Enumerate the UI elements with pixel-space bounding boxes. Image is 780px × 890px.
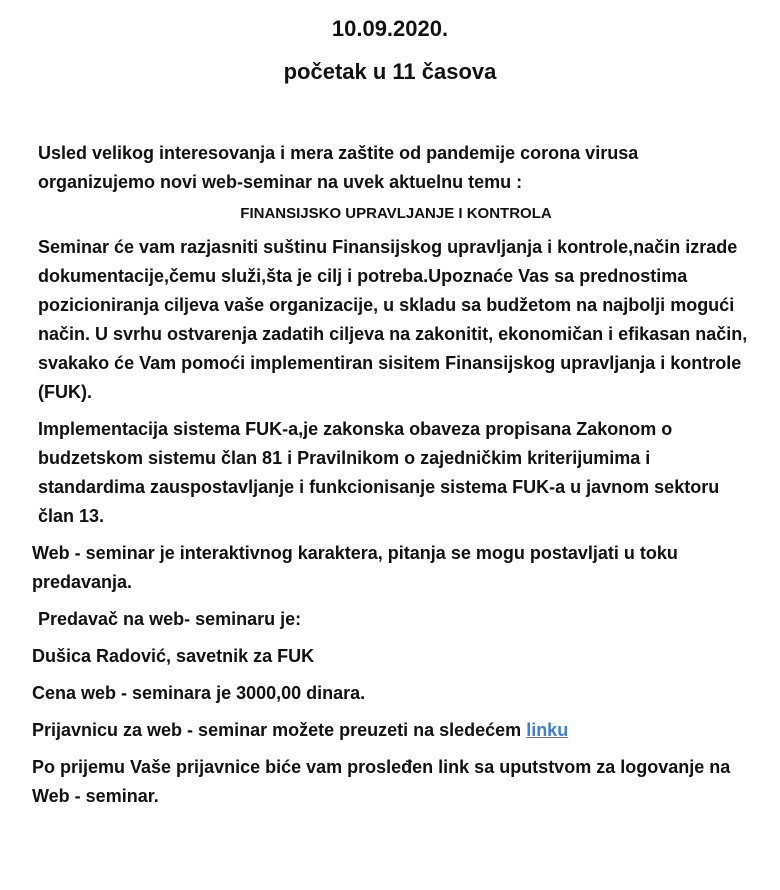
- registration-info: [32, 716, 760, 745]
- lecturer-heading: Predavač na web- seminaru je:: [38, 609, 302, 629]
- price-info: Cena web - seminara je 3000,00 dinara.: [32, 683, 366, 703]
- description-paragraph-1: Seminar će vam razjasniti suštinu Finansijskog upravljanja i kontrole,način izrade dokumentacije,čemu služi,šta je cilj i potreba.Upoznaće Vas sa prednostima pozicioniranja ciljeva vaše organizacije, u skladu sa budžetom na najbolji mogući način. U svrhu ostvarenja zadatih ciljeva na zakonitit, ekonomičan i efikasan način, svakako će Vam pomoći implementiran sisitem Finansijskog upravljanja i kontrole (FUK).: [38, 237, 748, 402]
- description-paragraph-3: Web - seminar je interaktivnog karaktera, pitanja se mogu postavljati u toku predavanja.: [32, 543, 678, 592]
- event-date: 10.09.2020.: [331, 16, 449, 41]
- description-paragraph-2: Implementacija sistema FUK-a,je zakonska obaveza propisana Zakonom o budzetskom sistemu član 81 i Pravilnikom o zajedničkim kriterijumima i standardima zauspostavljanje i funkcionisanje sistema FUK-a u javnom sektoru član 13.: [38, 419, 720, 526]
- event-start-time: početak u 11 časova: [283, 59, 497, 84]
- intro-paragraph: Usled velikog interesovanja i mera zaštite od pandemije corona virusa organizujemo novi web-seminar na uvek aktuelnu temu :: [38, 143, 639, 192]
- announcement-content: [32, 139, 760, 819]
- registration-text: Prijavnicu za web - seminar možete preuzeti na sledećem: [32, 720, 527, 740]
- seminar-topic-title: FINANSIJSKO UPRAVLJANJE I KONTROLA: [240, 205, 552, 222]
- closing-info: Po prijemu Vaše prijavnice biće vam prosleđen link sa uputstvom za logovanje na Web - seminar.: [32, 757, 731, 806]
- registration-link[interactable]: linku: [526, 720, 569, 740]
- lecturer-name: Dušica Radović, savetnik za FUK: [32, 646, 315, 666]
